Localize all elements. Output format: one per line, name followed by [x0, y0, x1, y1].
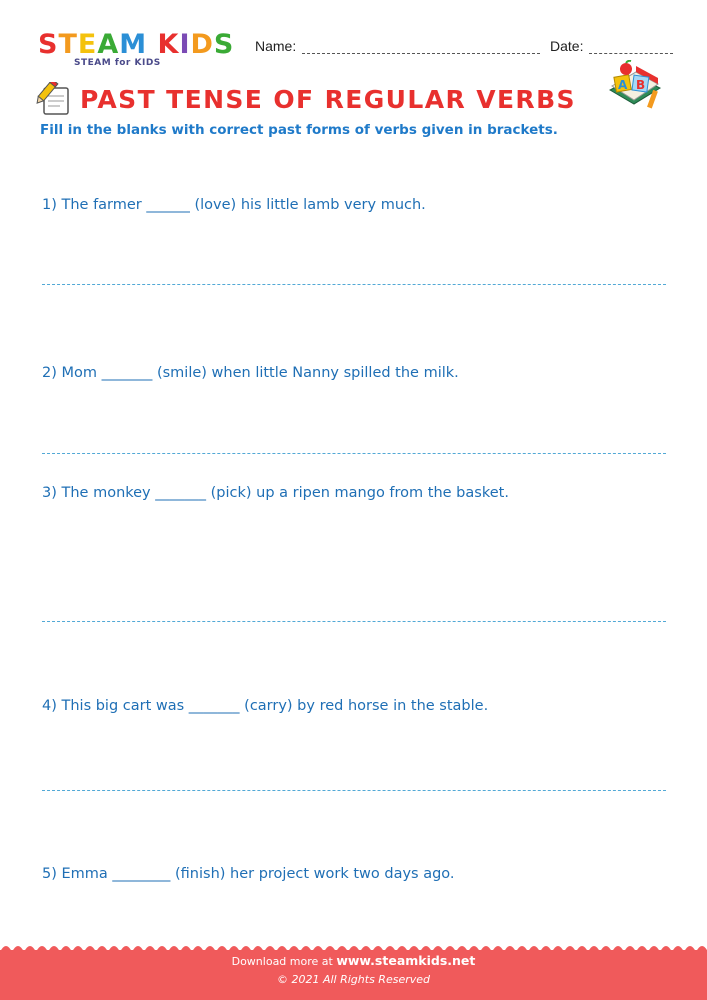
logo-letter: E: [77, 29, 98, 60]
question-5: 5) Emma ________ (finish) her project work two days ago.: [42, 866, 455, 882]
logo-letter: K: [157, 29, 180, 60]
steam-kids-logo: [38, 30, 238, 74]
name-label: Name:: [255, 38, 297, 54]
answer-line-2[interactable]: [42, 453, 666, 454]
footer-download-prefix: Download more at: [231, 955, 337, 968]
question-3: 3) The monkey _______ (pick) up a ripen mango from the basket.: [42, 485, 509, 501]
logo-letter: S: [38, 29, 59, 60]
logo-letter: S: [213, 29, 235, 60]
abc-book-apple-icon: [606, 60, 664, 114]
question-2: 2) Mom _______ (smile) when little Nanny spilled the milk.: [42, 365, 459, 381]
instruction-text: Fill in the blanks with correct past forms of verbs given in brackets.: [40, 122, 558, 138]
date-field[interactable]: [550, 38, 673, 54]
svg-text:A: A: [618, 78, 628, 92]
logo-letter: I: [179, 29, 191, 60]
logo-wordmark: [38, 30, 234, 60]
question-4: 4) This big cart was _______ (carry) by red horse in the stable.: [42, 698, 489, 714]
footer-site-link[interactable]: www.steamkids.net: [336, 953, 476, 968]
logo-space: [147, 29, 157, 60]
date-line[interactable]: [589, 39, 673, 54]
name-field[interactable]: [255, 38, 540, 54]
date-label: Date:: [550, 38, 584, 54]
footer-download: [0, 953, 707, 968]
pencil-paper-icon: [36, 82, 72, 116]
footer-copyright: © 2021 All Rights Reserved: [276, 973, 430, 986]
svg-text:B: B: [636, 78, 646, 92]
answer-line-3[interactable]: [42, 621, 666, 622]
logo-letter: T: [58, 29, 78, 60]
logo-subtitle: STEAM for KIDS: [74, 58, 161, 68]
answer-line-1[interactable]: [42, 284, 666, 285]
name-line[interactable]: [302, 39, 540, 54]
worksheet-title: PAST TENSE OF REGULAR VERBS: [80, 85, 576, 114]
question-1: 1) The farmer ______ (love) his little lamb very much.: [42, 197, 426, 213]
logo-letter: D: [190, 29, 214, 60]
logo-letter: M: [119, 29, 148, 60]
logo-letter: A: [97, 29, 120, 60]
answer-line-4[interactable]: [42, 790, 666, 791]
